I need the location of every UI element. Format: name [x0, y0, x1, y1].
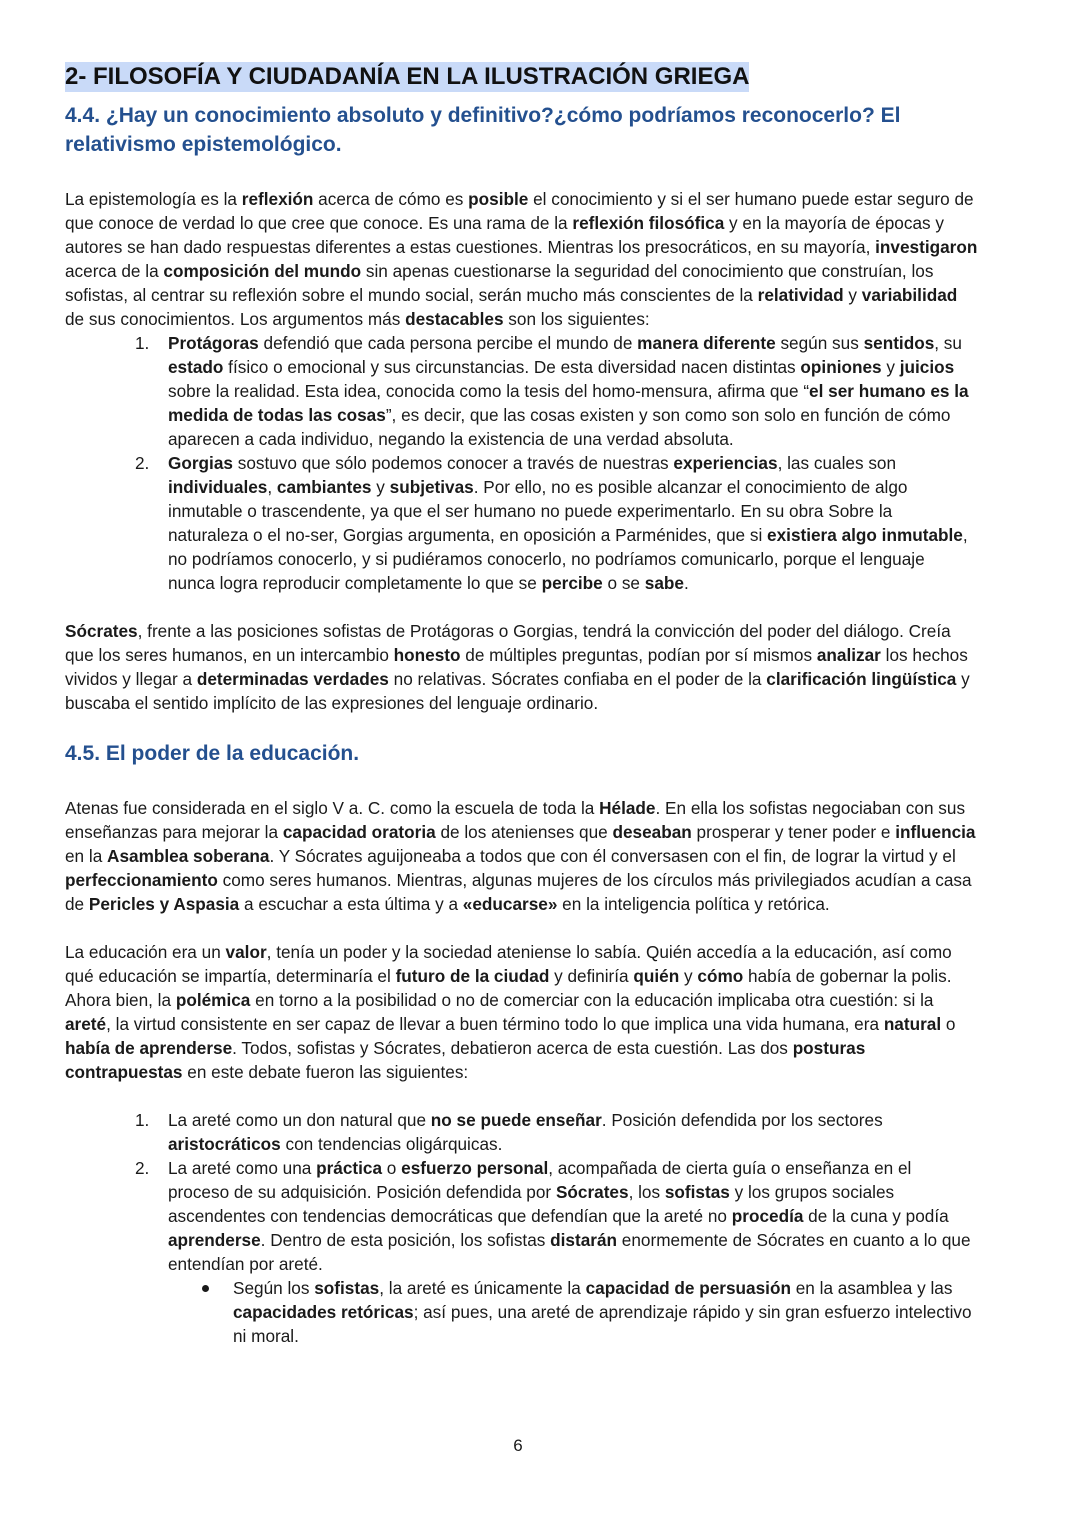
page-number: 6 [513, 1436, 523, 1455]
bold-text: juicios [899, 357, 955, 377]
bold-text: capacidades retóricas [233, 1302, 414, 1322]
text-run: . Dentro de esta posición, los sofistas [260, 1230, 551, 1250]
bold-text: reflexión [241, 189, 314, 209]
text-run: de múltiples preguntas, podían por sí mismos [460, 645, 817, 665]
text-run: y [679, 966, 698, 986]
bold-text: posturas contrapuestas [65, 1038, 866, 1082]
text-run: . Por ello, no es posible alcanzar el conocimiento de algo inmutable o trascendente, ya que el ser humano no puede experimentarlo. En su obra Sobre la naturaleza o el no-ser, Gorgias argumenta, en oposición a Parménides, que si [168, 477, 908, 545]
bold-text: esfuerzo personal [401, 1158, 549, 1178]
text-run: son los siguientes: [503, 309, 650, 329]
bold-text: manera diferente [637, 333, 776, 353]
bold-text: sentidos [863, 333, 935, 353]
heading-4-4: 4.4. ¿Hay un conocimiento absoluto y definitivo?¿cómo podríamos reconocerlo? El relativismo epistemológico. [65, 104, 901, 156]
text-run: de la cuna y podía [803, 1206, 949, 1226]
bold-text: honesto [393, 645, 461, 665]
bold-text: natural [883, 1014, 942, 1034]
text-run: en la inteligencia política y retórica. [557, 894, 830, 914]
text-run: La epistemología es la [65, 189, 242, 209]
text-run: defendió que cada persona percibe el mundo de [258, 333, 638, 353]
bold-text: «educarse» [462, 894, 558, 914]
text-run: Según los [233, 1278, 315, 1298]
text-run: en este debate fueron las siguientes: [182, 1062, 469, 1082]
bold-text: distarán [550, 1230, 618, 1250]
bold-text: polémica [175, 990, 251, 1010]
bold-text: aristocráticos [168, 1134, 281, 1154]
text-run: , la virtud consistente en ser capaz de llevar a buen término todo lo que implica una vida humana, era [106, 1014, 884, 1034]
list-number: 2. [135, 453, 150, 473]
bold-text: areté [65, 1014, 107, 1034]
bold-text: analizar [816, 645, 881, 665]
section-title: 2- FILOSOFÍA Y CIUDADANÍA EN LA ILUSTRACIÓN GRIEGA [65, 63, 750, 90]
text-run: en la [65, 846, 108, 866]
text-run: o [941, 1014, 956, 1034]
bold-text: variabilidad [861, 285, 958, 305]
text-run: en torno a la posibilidad o no de comerciar con la educación implicaba otra cuestión: si la [250, 990, 934, 1010]
paragraph-athens [65, 796, 980, 916]
bold-text: quién [633, 966, 680, 986]
text-run: a escuchar a esta última y a [239, 894, 463, 914]
bold-text: sofistas [314, 1278, 380, 1298]
bold-text: composición del mundo [163, 261, 362, 281]
bullet-icon [202, 1285, 209, 1292]
text-run: sobre la realidad. Esta idea, conocida como la tesis del homo-mensura, afirma que “ [168, 381, 810, 401]
bold-text: capacidad de persuasión [585, 1278, 791, 1298]
text-run: , su [934, 333, 962, 353]
bold-text: valor [225, 942, 267, 962]
text-run: . Posición defendida por los sectores [601, 1110, 883, 1130]
bold-text: Protágoras [168, 333, 259, 353]
bold-text: deseaban [612, 822, 692, 842]
list-item [65, 1156, 975, 1276]
text-run: y los grupos sociales ascendentes con tendencias democráticas que defendían que la areté no [168, 1182, 895, 1226]
text-run: en la asamblea y las [790, 1278, 953, 1298]
text-run: , frente a las posiciones sofistas de Protágoras o Gorgias, tendrá la convicción del poder del diálogo. Creía que los seres humanos, en un intercambio [65, 621, 951, 665]
text-run: . En ella los sofistas negociaban con sus enseñanzas para mejorar la [65, 798, 966, 842]
text-run: Atenas fue considerada en el siglo V a. C. como la escuela de toda la [65, 798, 600, 818]
bold-text: reflexión filosófica [572, 213, 725, 233]
bold-text: Sócrates [65, 621, 138, 641]
paragraph-epistemology [65, 187, 980, 331]
bold-text: procedía [731, 1206, 804, 1226]
bold-text: sofistas [664, 1182, 730, 1202]
text-run: y [843, 285, 862, 305]
text-run: o se [602, 573, 645, 593]
bold-text: aprenderse [168, 1230, 261, 1250]
bold-text: Sócrates [555, 1182, 629, 1202]
text-run: de los atenienses que [435, 822, 613, 842]
bold-text: el ser humano es la medida de todas las cosas [168, 381, 969, 425]
text-run: ”, es decir, que las cosas existen y son como son solo en función de cómo aparecen a cada individuo, negando la existencia de una verdad absoluta. [168, 405, 951, 449]
bullet-item [65, 1276, 975, 1348]
bold-text: clarificación lingüística [766, 669, 957, 689]
text-run: La educación era un [65, 942, 226, 962]
text-run: prosperar y tener poder e [691, 822, 896, 842]
list-item [65, 451, 975, 595]
text-run: los hechos vividos y llegar a [65, 645, 968, 689]
bold-text: existiera algo inmutable [767, 525, 963, 545]
arete-positions-list [65, 1108, 980, 1276]
bold-text: relatividad [757, 285, 844, 305]
bold-text: Pericles y Aspasia [88, 894, 240, 914]
bold-text: cambiantes [276, 477, 372, 497]
text-run: La areté como una [168, 1158, 317, 1178]
text-run: y definiría [549, 966, 634, 986]
list-item [65, 331, 975, 451]
text-run: y [881, 357, 900, 377]
text-run: , [267, 477, 277, 497]
text-run: ; así pues, una areté de aprendizaje rápido y sin gran esfuerzo intelectivo ni moral. [233, 1302, 972, 1346]
bold-text: influencia [895, 822, 976, 842]
paragraph-education-value [65, 940, 980, 1084]
bold-text: había de aprenderse [65, 1038, 233, 1058]
text-run: con tendencias oligárquicas. [280, 1134, 503, 1154]
bold-text: Asamblea soberana [107, 846, 270, 866]
bold-text: estado [168, 357, 224, 377]
bold-text: perfeccionamiento [65, 870, 218, 890]
text-run: , los [628, 1182, 665, 1202]
sophists-bullet-list [65, 1276, 980, 1348]
text-run: enormemente de Sócrates en cuanto a lo que entendían por areté. [168, 1230, 971, 1274]
text-run: físico o emocional y sus circunstancias. De esta diversidad nacen distintas [223, 357, 801, 377]
list-number: 2. [135, 1158, 150, 1178]
list-number: 1. [135, 333, 150, 353]
text-run: , tenía un poder y la sociedad ateniense lo sabía. Quién accedía a la educación, así como qué educación se impartía, determinaría el [65, 942, 952, 986]
text-run: . [683, 573, 689, 593]
document-page [65, 62, 980, 1348]
bold-text: posible [468, 189, 529, 209]
bold-text: determinadas verdades [196, 669, 389, 689]
text-run: o [382, 1158, 402, 1178]
list-number: 1. [135, 1110, 150, 1130]
text-run: , no podríamos conocerlo, y si pudiéramos conocerlo, no podríamos comunicarlo, porque el lenguaje nunca logra reproducir completamente lo que se [168, 525, 968, 593]
bold-text: investigaron [875, 237, 978, 257]
text-run: no relativas. Sócrates confiaba en el poder de la [388, 669, 767, 689]
text-run: sostuvo que sólo podemos conocer a través de nuestras [232, 453, 674, 473]
bold-text: percibe [541, 573, 603, 593]
text-run: . Y Sócrates aguijoneaba a todos que con él conversasen con el fin, de lograr la virtud y el [269, 846, 956, 866]
text-run: , acompañada de cierta guía o enseñanza en el proceso de su adquisición. Posición defendida por [168, 1158, 912, 1202]
text-run: sin apenas cuestionarse la seguridad del conocimiento que construían, los sofistas, al centrar su reflexión sobre el mundo social, serán mucho más conscientes de la [65, 261, 934, 305]
list-item [65, 1108, 975, 1156]
text-run: acerca de la [65, 261, 164, 281]
bold-text: experiencias [673, 453, 778, 473]
text-run: según sus [775, 333, 864, 353]
bold-text: Gorgias [168, 453, 233, 473]
text-run: como seres humanos. Mientras, algunas mujeres de los círculos más privilegiados acudían a casa de [65, 870, 972, 914]
text-run: el conocimiento y si el ser humano puede estar seguro de que conoce de verdad lo que cree que conoce. Es una rama de la [65, 189, 974, 233]
bold-text: práctica [316, 1158, 383, 1178]
text-run: y buscaba el sentido implícito de las expresiones del lenguaje ordinario. [65, 669, 970, 713]
bold-text: individuales [168, 477, 268, 497]
bold-text: opiniones [800, 357, 882, 377]
bold-text: no se puede enseñar [430, 1110, 602, 1130]
bold-text: Hélade [599, 798, 656, 818]
bold-text: capacidad oratoria [282, 822, 436, 842]
text-run: acerca de cómo es [313, 189, 469, 209]
text-run: , las cuales son [777, 453, 897, 473]
text-run: de sus conocimientos. Los argumentos más [65, 309, 406, 329]
text-run: La areté como un don natural que [168, 1110, 431, 1130]
bold-text: sabe [644, 573, 684, 593]
bold-text: futuro de la ciudad [395, 966, 550, 986]
text-run: y [371, 477, 390, 497]
sophist-arguments-list [65, 331, 980, 595]
text-run: había de gobernar la polis. Ahora bien, la [65, 966, 952, 1010]
bold-text: cómo [697, 966, 744, 986]
bold-text: destacables [405, 309, 504, 329]
paragraph-socrates [65, 619, 980, 715]
text-run: y en la mayoría de épocas y autores se han dado respuestas diferentes a estas cuestiones. Mientras los presocráticos, en su mayoría, [65, 213, 944, 257]
text-run: , la areté es únicamente la [379, 1278, 586, 1298]
bold-text: subjetivas [389, 477, 474, 497]
text-run: . Todos, sofistas y Sócrates, debatieron acerca de esta cuestión. Las dos [232, 1038, 793, 1058]
heading-4-5: 4.5. El poder de la educación. [65, 742, 360, 765]
